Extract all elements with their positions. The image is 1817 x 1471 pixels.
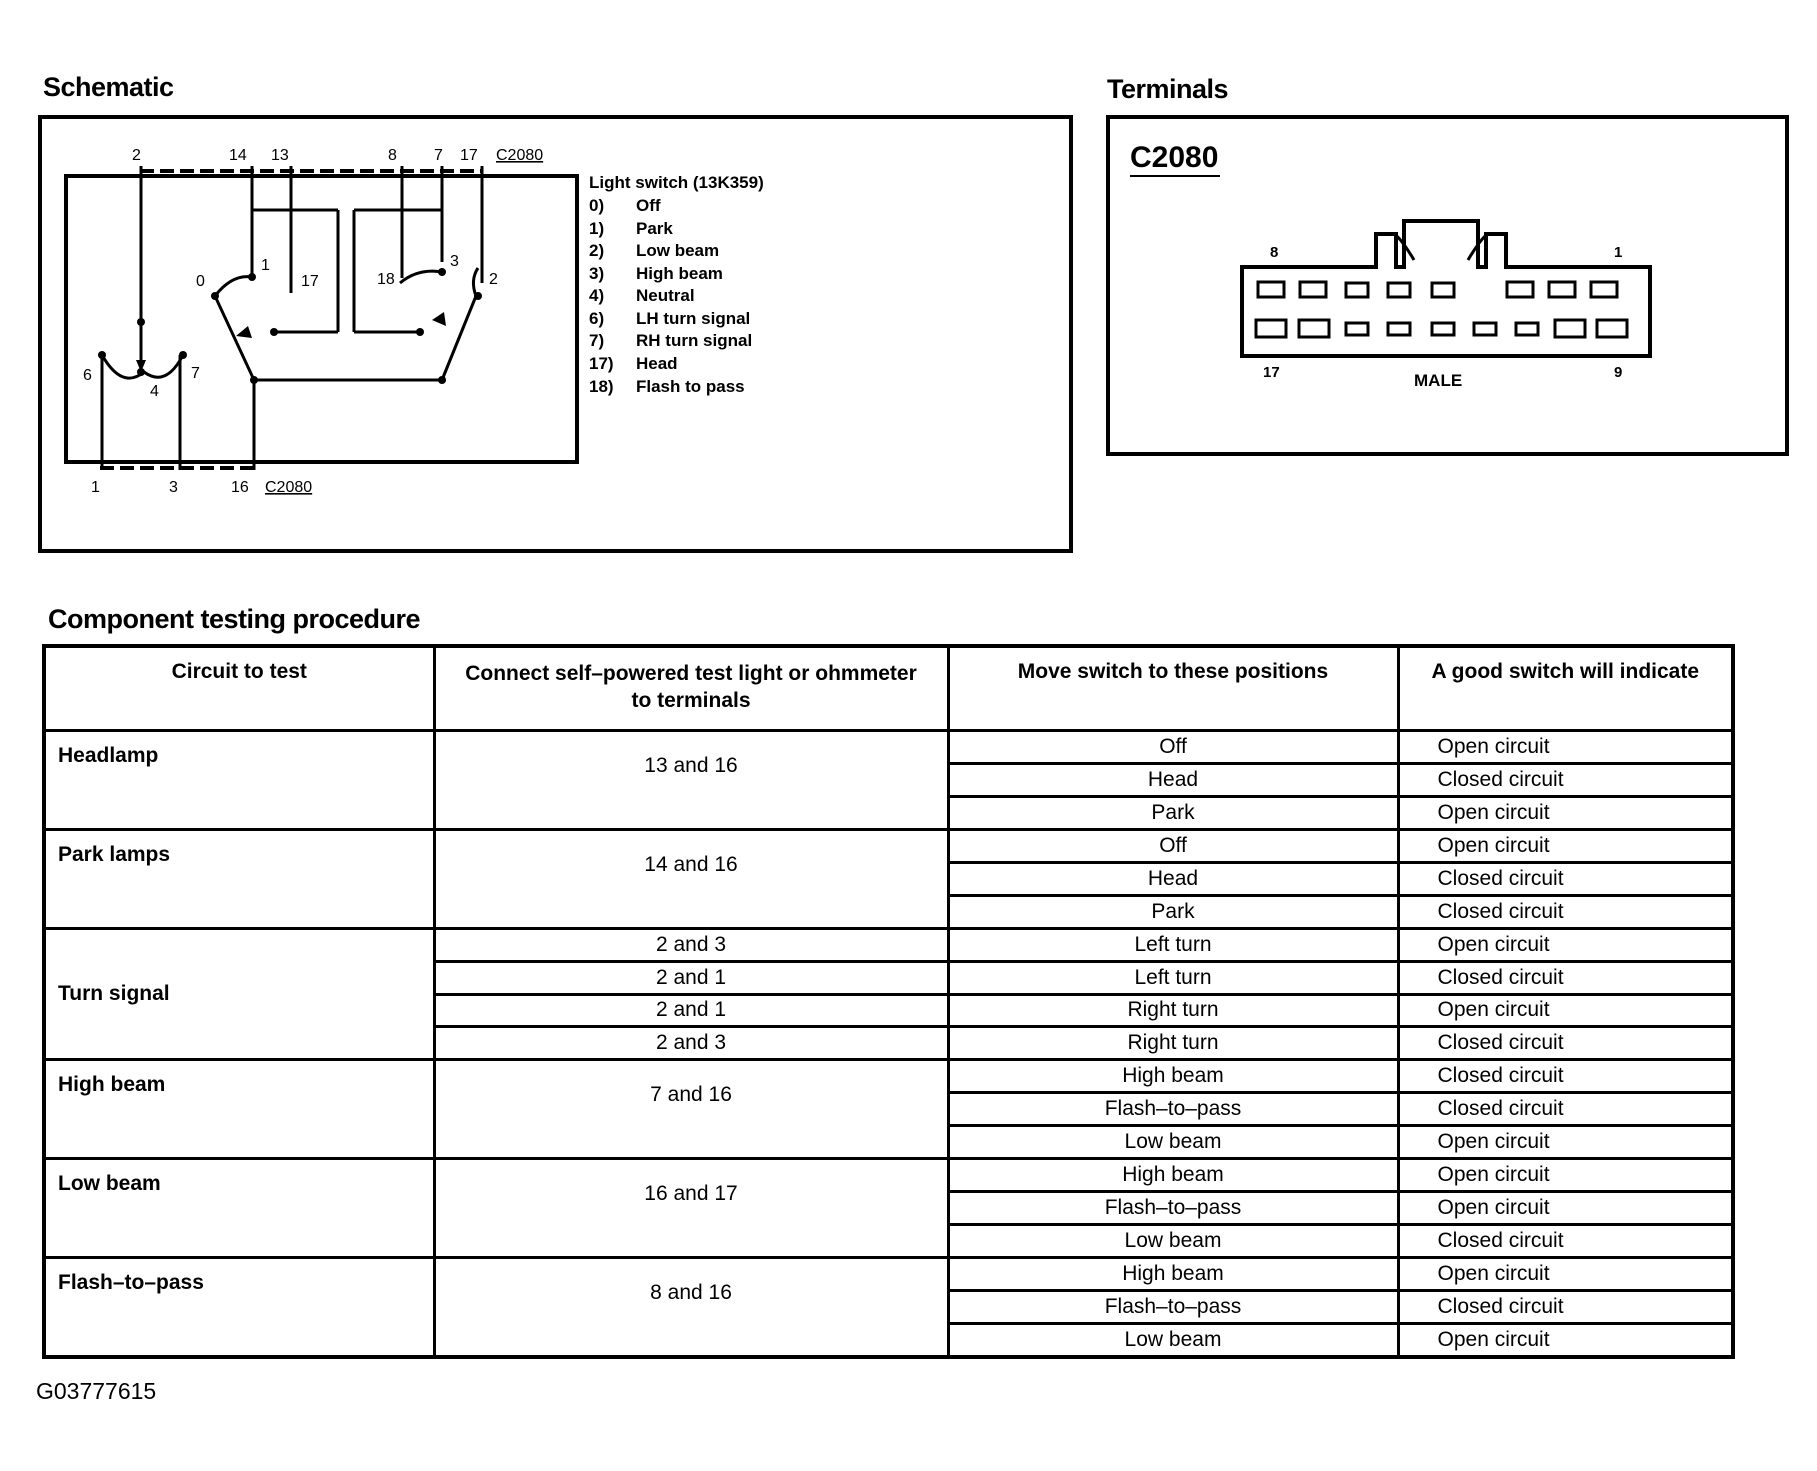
- indication-cell: Open circuit: [1398, 1323, 1733, 1357]
- legend-label: RH turn signal: [636, 331, 753, 350]
- legend-num: 0): [589, 196, 605, 215]
- indication-cell: Closed circuit: [1398, 895, 1733, 928]
- legend-num: 1): [589, 219, 605, 238]
- pin-label-bottom: 1: [91, 479, 100, 496]
- position-cell: Right turn: [948, 994, 1398, 1027]
- circuit-cell: Park lamps: [44, 829, 434, 928]
- pin-label-top: 17: [460, 147, 478, 164]
- column-header: Move switch to these positions: [948, 646, 1398, 731]
- indication-cell: Closed circuit: [1398, 1060, 1733, 1093]
- connector-c2080-diagram: [1106, 115, 1789, 456]
- indication-cell: Closed circuit: [1398, 961, 1733, 994]
- switch-position-label: 7: [191, 365, 200, 382]
- column-header: A good switch will indicate: [1398, 646, 1733, 731]
- switch-position-label: 2: [489, 271, 498, 288]
- pin-label-top: 7: [434, 147, 443, 164]
- position-cell: High beam: [948, 1258, 1398, 1291]
- circuit-cell: High beam: [44, 1060, 434, 1159]
- indication-cell: Open circuit: [1398, 731, 1733, 764]
- table-row: [44, 928, 1733, 961]
- figure-id: G03777615: [36, 1378, 157, 1404]
- terminals-cell: 2 and 1: [434, 961, 948, 994]
- position-cell: Right turn: [948, 1027, 1398, 1060]
- position-cell: Flash–to–pass: [948, 1290, 1398, 1323]
- position-cell: Off: [948, 731, 1398, 764]
- position-cell: Left turn: [948, 961, 1398, 994]
- circuit-cell: Low beam: [44, 1159, 434, 1258]
- position-cell: Low beam: [948, 1225, 1398, 1258]
- terminals-cell: 16 and 17: [434, 1159, 948, 1258]
- terminals-cell: 8 and 16: [434, 1258, 948, 1358]
- switch-position-label: 18: [377, 271, 395, 288]
- position-cell: Low beam: [948, 1323, 1398, 1357]
- position-cell: Head: [948, 862, 1398, 895]
- switch-position-label: 4: [150, 383, 159, 400]
- pin-label-top: 13: [271, 147, 289, 164]
- table-row: [44, 829, 1733, 862]
- table-row: [44, 731, 1733, 764]
- indication-cell: Closed circuit: [1398, 1290, 1733, 1323]
- indication-cell: Open circuit: [1398, 928, 1733, 961]
- terminals-cell: 14 and 16: [434, 829, 948, 928]
- pin-label-bottom: 3: [169, 479, 178, 496]
- position-cell: Head: [948, 763, 1398, 796]
- indication-cell: Open circuit: [1398, 994, 1733, 1027]
- legend-label: LH turn signal: [636, 309, 751, 328]
- legend-label: High beam: [636, 264, 723, 283]
- switch-position-label: 17: [301, 273, 319, 290]
- switch-position-label: 1: [261, 257, 270, 274]
- indication-cell: Open circuit: [1398, 796, 1733, 829]
- pin-label-top: 2: [132, 147, 141, 164]
- legend-num: 4): [589, 286, 605, 305]
- switch-position-label: 0: [196, 273, 205, 290]
- indication-cell: Closed circuit: [1398, 862, 1733, 895]
- legend-label: Head: [636, 354, 678, 373]
- connector-label-bottom: C2080: [265, 479, 313, 496]
- position-cell: Off: [948, 829, 1398, 862]
- position-cell: Low beam: [948, 1126, 1398, 1159]
- terminals-title: Terminals: [1107, 74, 1229, 104]
- terminals-cell: 2 and 3: [434, 928, 948, 961]
- pin-label-top: 8: [388, 147, 397, 164]
- schematic-title: Schematic: [43, 72, 174, 102]
- legend-num: 7): [589, 331, 605, 350]
- switch-position-label: 6: [83, 367, 92, 384]
- position-cell: Flash–to–pass: [948, 1093, 1398, 1126]
- table-header-row: [44, 646, 1733, 731]
- position-cell: High beam: [948, 1060, 1398, 1093]
- legend-label: Flash to pass: [636, 377, 745, 396]
- legend-num: 6): [589, 309, 605, 328]
- legend-label: Low beam: [636, 241, 720, 260]
- terminals-cell: 2 and 1: [434, 994, 948, 1027]
- switch-position-label: 3: [450, 253, 459, 270]
- legend-num: 2): [589, 241, 605, 260]
- pin-row-upper: [1258, 282, 1617, 297]
- legend-title: Light switch (13K359): [589, 173, 764, 192]
- legend-label: Park: [636, 219, 673, 238]
- connector-gender-label: MALE: [1414, 371, 1463, 390]
- indication-cell: Open circuit: [1398, 1258, 1733, 1291]
- pin-row-lower: [1256, 320, 1627, 337]
- table-row: [44, 1060, 1733, 1093]
- connector-title: C2080: [1130, 141, 1219, 174]
- terminals-cell: 7 and 16: [434, 1060, 948, 1159]
- pin-number-label: 9: [1614, 364, 1623, 381]
- legend-label: Off: [636, 196, 661, 215]
- pin-label-bottom: 16: [231, 479, 249, 496]
- pin-number-label: 8: [1270, 244, 1279, 261]
- circuit-cell: Flash–to–pass: [44, 1258, 434, 1358]
- indication-cell: Open circuit: [1398, 1192, 1733, 1225]
- column-header: Connect self–powered test light or ohmmeter to terminals: [434, 646, 948, 731]
- circuit-cell: Turn signal: [44, 928, 434, 1060]
- table-row: [44, 1159, 1733, 1192]
- terminals-cell: 13 and 16: [434, 731, 948, 830]
- legend-label: Neutral: [636, 286, 695, 305]
- position-cell: Park: [948, 895, 1398, 928]
- indication-cell: Closed circuit: [1398, 1027, 1733, 1060]
- terminals-cell: 2 and 3: [434, 1027, 948, 1060]
- legend-num: 17): [589, 354, 614, 373]
- position-cell: Park: [948, 796, 1398, 829]
- position-cell: High beam: [948, 1159, 1398, 1192]
- pin-number-label: 1: [1614, 244, 1623, 261]
- legend-num: 18): [589, 377, 614, 396]
- indication-cell: Closed circuit: [1398, 1225, 1733, 1258]
- pin-number-label: 17: [1263, 364, 1280, 381]
- procedure-table: [42, 644, 1735, 1359]
- procedure-title: Component testing procedure: [48, 604, 421, 634]
- indication-cell: Open circuit: [1398, 1126, 1733, 1159]
- table-row: [44, 1258, 1733, 1291]
- position-cell: Flash–to–pass: [948, 1192, 1398, 1225]
- position-cell: Left turn: [948, 928, 1398, 961]
- indication-cell: Open circuit: [1398, 829, 1733, 862]
- connector-label-top: C2080: [496, 147, 544, 164]
- column-header: Circuit to test: [44, 646, 434, 731]
- indication-cell: Closed circuit: [1398, 763, 1733, 796]
- circuit-cell: Headlamp: [44, 731, 434, 830]
- legend-num: 3): [589, 264, 605, 283]
- pin-label-top: 14: [229, 147, 247, 164]
- indication-cell: Open circuit: [1398, 1159, 1733, 1192]
- indication-cell: Closed circuit: [1398, 1093, 1733, 1126]
